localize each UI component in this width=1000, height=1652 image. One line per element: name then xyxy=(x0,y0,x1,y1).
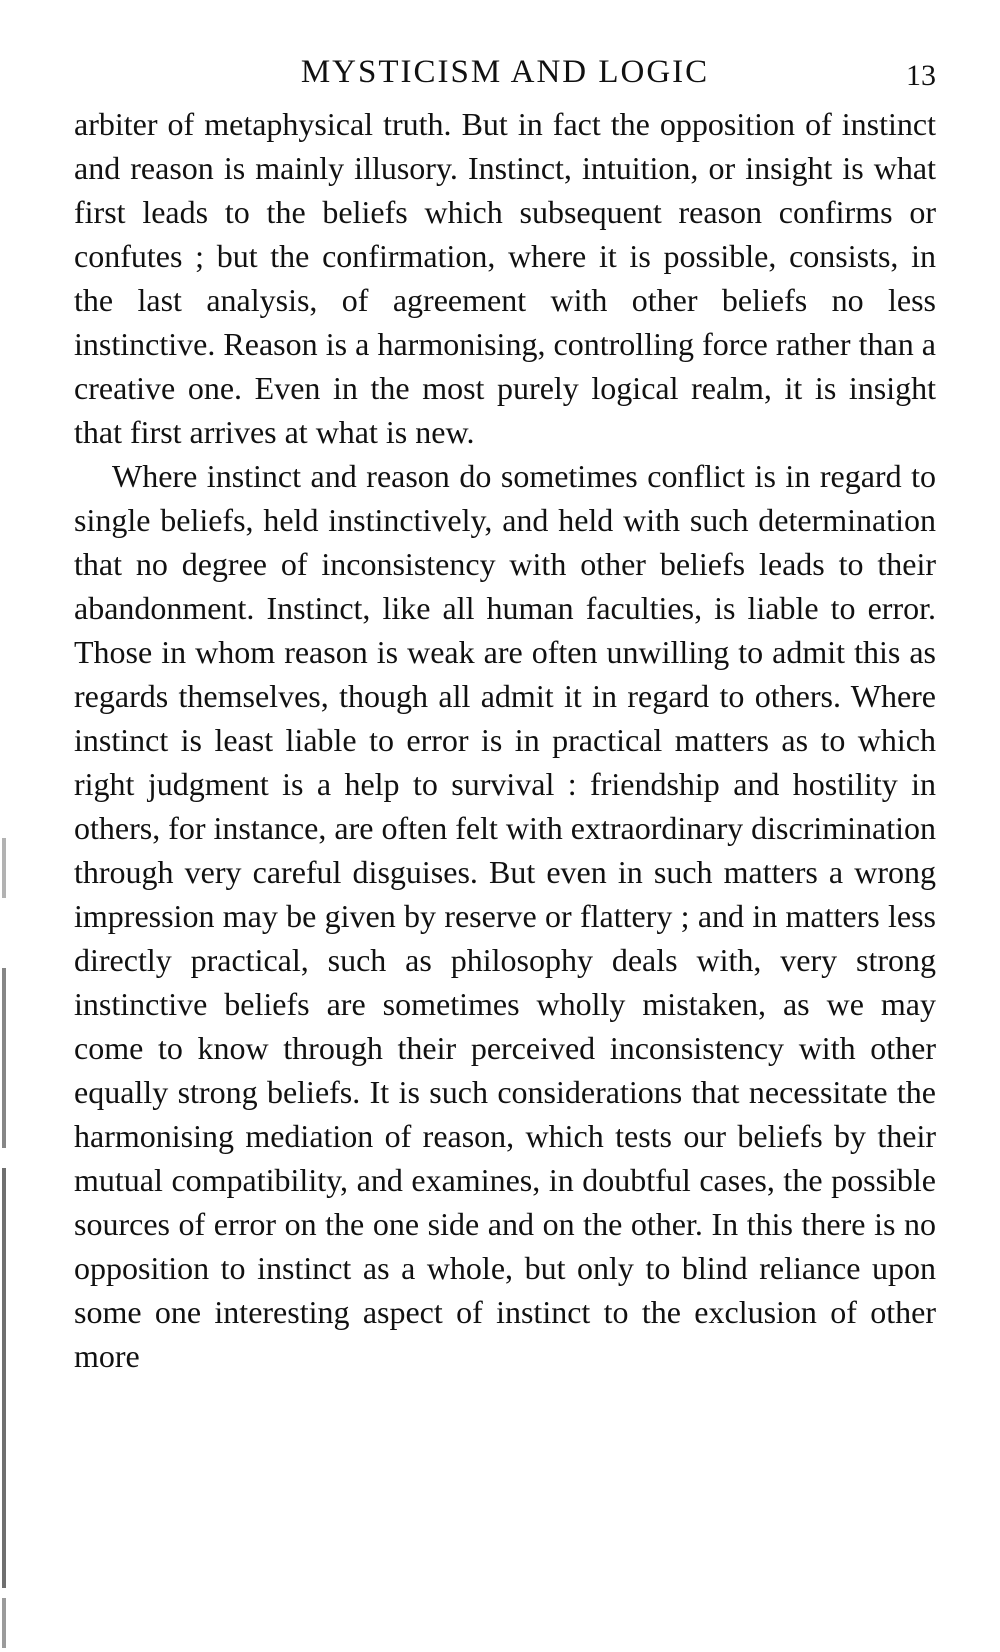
running-title: MYSTICISM AND LOGIC xyxy=(300,54,710,90)
paragraph: Where instinct and reason do sometimes conflict is in regard to single beliefs, held instinctively, and held with such determination that no degree of inconsistency with other beliefs leads to their abandonment. Instinct, like all human faculties, is liable to error. Those in whom reason is weak are often unwilling to admit this as regards themselves, though all admit it in regard to others. Where instinct is least liable to error is in practical matters as to which right judgment is a help to survival : friendship and hostility in others, for instance, are often felt with extraordinary discrimination through very careful disguises. But even in such matters a wrong impression may be given by reserve or flattery ; and in matters less directly practical, such as philosophy deals with, very strong instinctive beliefs are sometimes wholly mistaken, as we may come to know through their perceived inconsistency with other equally strong beliefs. It is such considerations that necessitate the harmonising mediation of reason, which tests our beliefs by their mutual compatibility, and examines, in doubtful cases, the possible sources of error on the one side and on the other. In this there is no opposition to instinct as a whole, but only to blind reliance upon some one interesting aspect of instinct to the exclusion of other more xyxy=(74,458,936,1374)
binding-mark xyxy=(2,1598,6,1648)
binding-mark xyxy=(2,838,6,898)
page-header xyxy=(74,48,936,96)
body-text xyxy=(74,102,936,1378)
page-number: 13 xyxy=(906,59,936,92)
binding-mark xyxy=(2,968,6,1148)
scan-binding-edge xyxy=(0,838,10,1652)
binding-mark xyxy=(2,1168,6,1588)
paragraph-continued: arbiter of metaphysical truth. But in fact the opposition of instinct and reason is mainly illusory. Instinct, intuition, or insight is what first leads to the beliefs which subsequent reason confirms or confutes ; but the confirmation, where it is possible, consists, in the last analysis, of agreement with other beliefs no less instinctive. Reason is a harmonising, controlling force rather than a creative one. Even in the most purely logical realm, it is insight that first arrives at what is new. xyxy=(74,106,936,450)
